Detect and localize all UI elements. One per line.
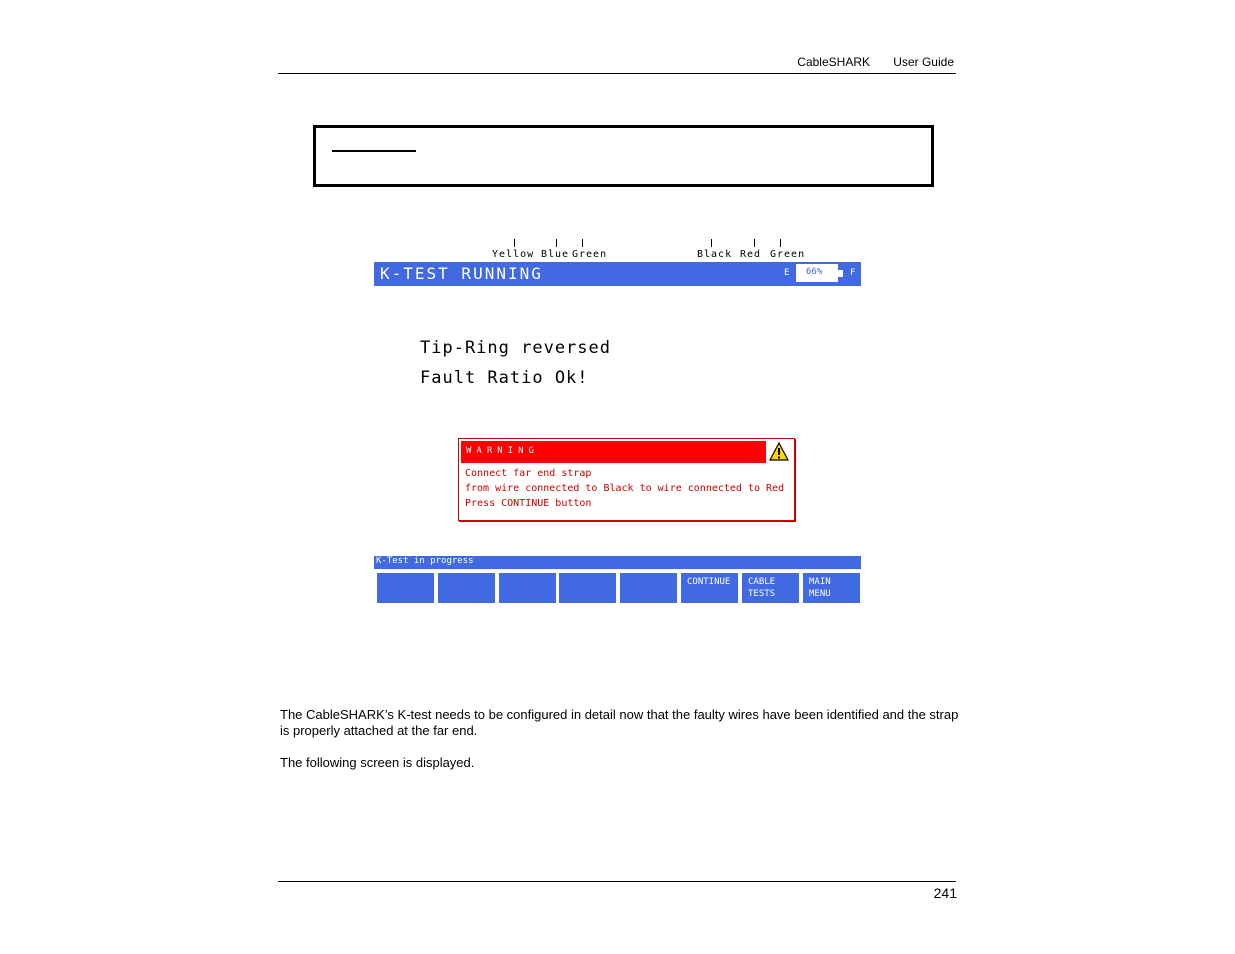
progress-text: K-Test in progress	[376, 556, 474, 566]
screen-title: K-TEST RUNNING	[380, 264, 543, 283]
wire-tick	[780, 239, 781, 247]
wire-label-green: Green	[572, 249, 608, 260]
warning-title: WARNING	[466, 446, 539, 456]
page-number: 241	[933, 885, 957, 901]
screen-title-bar	[374, 262, 861, 286]
wire-tick	[711, 239, 712, 247]
page-header	[278, 55, 956, 74]
wire-label-black: Black	[697, 249, 733, 260]
progress-status-bar	[374, 556, 861, 569]
body-paragraph: The CableSHARK’s K-test needs to be configured in detail now that the faulty wires have been identified and the strap is properly attached at the far end.	[280, 707, 959, 738]
status-line-fault-ratio: Fault Ratio Ok!	[420, 368, 589, 388]
wire-tick	[582, 239, 583, 247]
gauge-full-label: F	[850, 268, 856, 278]
function-key-4[interactable]	[559, 573, 616, 603]
gauge-empty-label: E	[784, 268, 790, 278]
warning-line: Press CONTINUE button	[465, 498, 592, 509]
wire-label-blue: Blue	[541, 249, 570, 260]
cable-tests-button-label: CABLE TESTS	[748, 577, 776, 599]
warning-header	[461, 441, 766, 463]
status-line-tip-ring: Tip-Ring reversed	[420, 338, 611, 358]
footer-rule	[278, 881, 956, 882]
function-key-3[interactable]	[499, 573, 556, 603]
gauge-value: 66%	[806, 267, 823, 277]
warning-triangle-icon	[769, 442, 789, 462]
warning-dialog	[458, 438, 795, 521]
header-product: CableSHARK	[797, 55, 870, 69]
function-key-row	[377, 573, 861, 603]
wire-label-yellow: Yellow	[492, 249, 535, 260]
continue-button-label: CONTINUE	[687, 577, 731, 587]
note-heading-underline	[332, 150, 416, 152]
battery-nub-icon	[838, 270, 843, 277]
main-menu-button[interactable]	[803, 573, 860, 603]
cable-tests-button[interactable]	[742, 573, 799, 603]
function-key-1[interactable]	[377, 573, 434, 603]
header-doc-title: User Guide	[893, 55, 954, 69]
wire-tick	[754, 239, 755, 247]
wire-tick	[556, 239, 557, 247]
function-key-2[interactable]	[438, 573, 495, 603]
wire-tick	[514, 239, 515, 247]
warning-line: Connect far end strap	[465, 468, 592, 479]
body-paragraph: The following screen is displayed.	[280, 755, 475, 770]
function-key-5[interactable]	[620, 573, 677, 603]
note-box	[313, 125, 934, 187]
wire-label-green-far: Green	[770, 249, 806, 260]
battery-gauge	[796, 264, 838, 282]
warning-line: from wire connected to Black to wire connected to Red	[465, 483, 785, 494]
wire-label-red: Red	[740, 249, 762, 260]
continue-button[interactable]	[681, 573, 738, 603]
main-menu-button-label: MAIN MENU	[809, 577, 831, 599]
